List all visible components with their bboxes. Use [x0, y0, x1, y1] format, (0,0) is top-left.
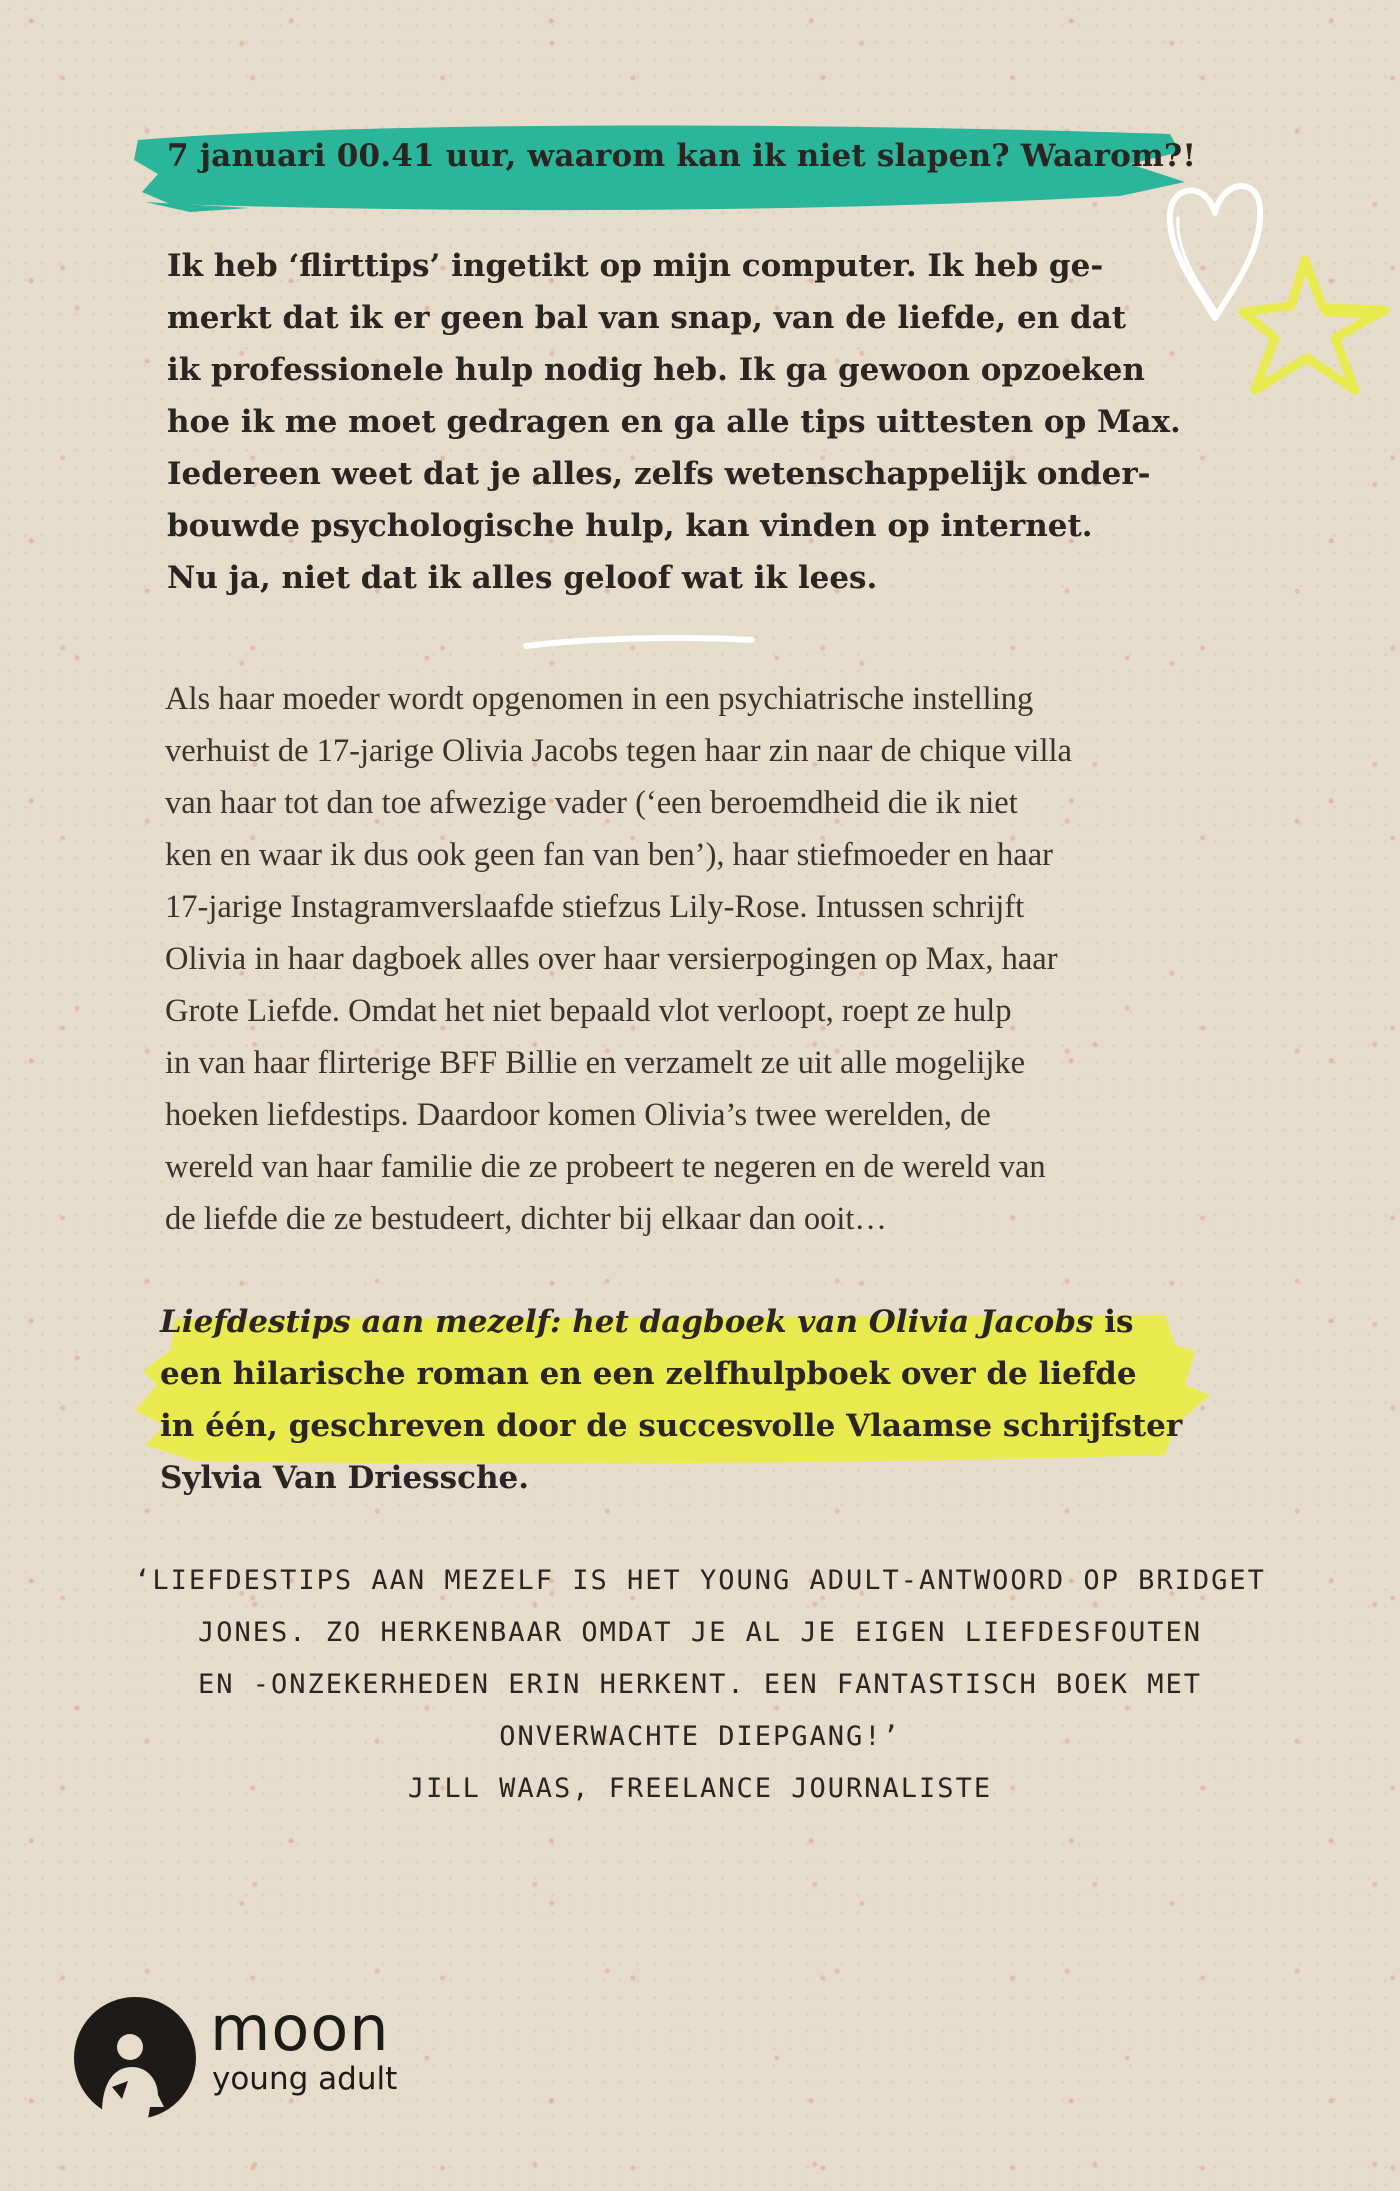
- moon-logo-icon: [72, 1995, 198, 2121]
- book-synopsis: [165, 673, 1225, 1245]
- synopsis-line: wereld van haar familie die ze probeert te negeren en de wereld van: [165, 1149, 1046, 1185]
- diary-line: hoe ik me moet gedragen en ga alle tips uittesten op Max.: [167, 404, 1181, 440]
- quote-line: ‘LIEFDESTIPS AAN MEZELF IS HET YOUNG ADULT-ANTWOORD OP BRIDGET: [134, 1565, 1266, 1596]
- synopsis-line: ken en waar ik dus ook geen fan van ben’), haar stiefmoeder en haar: [165, 837, 1053, 873]
- publisher-logo-name: moon: [210, 1992, 390, 2065]
- diary-line: ik professionele hulp nodig heb. Ik ga gewoon opzoeken: [167, 352, 1145, 388]
- quote-line: ONVERWACHTE DIEPGANG!’: [499, 1721, 901, 1752]
- synopsis-line: hoeken liefdestips. Daardoor komen Olivia’s twee werelden, de: [165, 1097, 991, 1133]
- quote-line: JONES. ZO HERKENBAAR OMDAT JE AL JE EIGEN LIEFDESFOUTEN: [197, 1617, 1203, 1648]
- promo-title-tail: is: [1093, 1304, 1134, 1340]
- synopsis-line: Grote Liefde. Omdat het niet bepaald vlot verloopt, roept ze hulp: [165, 993, 1012, 1029]
- publisher-logo-subtitle: young adult: [212, 2061, 398, 2097]
- synopsis-line: 17-jarige Instagramverslaafde stiefzus Lily-Rose. Intussen schrijft: [165, 889, 1025, 925]
- synopsis-line: in van haar flirterige BFF Billie en verzamelt ze uit alle mogelijke: [165, 1045, 1026, 1081]
- promo-line: in één, geschreven door de succesvolle Vlaamse schrijfster: [160, 1408, 1183, 1444]
- promo-line: een hilarische roman en een zelfhulpboek over de liefde: [160, 1356, 1137, 1392]
- diary-line: bouwde psychologische hulp, kan vinden op internet.: [167, 508, 1093, 544]
- diary-line: merkt dat ik er geen bal van snap, van de liefde, en dat: [167, 300, 1127, 336]
- white-divider-stroke: [520, 630, 760, 654]
- synopsis-line: Als haar moeder wordt opgenomen in een psychiatrische instelling: [165, 681, 1034, 717]
- synopsis-line: van haar tot dan toe afwezige vader (‘een beroemdheid die ik niet: [165, 785, 1018, 821]
- synopsis-line: verhuist de 17-jarige Olivia Jacobs tegen haar zin naar de chique villa: [165, 733, 1072, 769]
- quote-line: EN -ONZEKERHEDEN ERIN HERKENT. EEN FANTASTISCH BOEK MET: [197, 1669, 1203, 1700]
- diary-line: Ik heb ‘flirttips’ ingetikt op mijn computer. Ik heb ge-: [167, 248, 1104, 284]
- star-doodle-icon: [1235, 250, 1395, 400]
- promo-line: Sylvia Van Driessche.: [160, 1460, 530, 1496]
- diary-line: Iedereen weet dat je alles, zelfs wetenschappelijk onder-: [167, 456, 1151, 492]
- diary-line: Nu ja, niet dat ik alles geloof wat ik lees.: [167, 560, 878, 596]
- promo-text: [160, 1296, 1240, 1504]
- diary-entry-header: 7 januari 00.41 uur, waarom kan ik niet slapen? Waarom?!: [167, 138, 1197, 174]
- review-quote: [120, 1555, 1280, 1815]
- diary-entry-text: [167, 240, 1181, 604]
- synopsis-line: de liefde die ze bestudeert, dichter bij elkaar dan ooit…: [165, 1201, 887, 1237]
- book-title: Liefdestips aan mezelf: het dagboek van Olivia Jacobs: [160, 1304, 1094, 1340]
- quote-attribution: JILL WAAS, FREELANCE JOURNALISTE: [407, 1773, 993, 1804]
- synopsis-line: Olivia in haar dagboek alles over haar versierpogingen op Max, haar: [165, 941, 1058, 977]
